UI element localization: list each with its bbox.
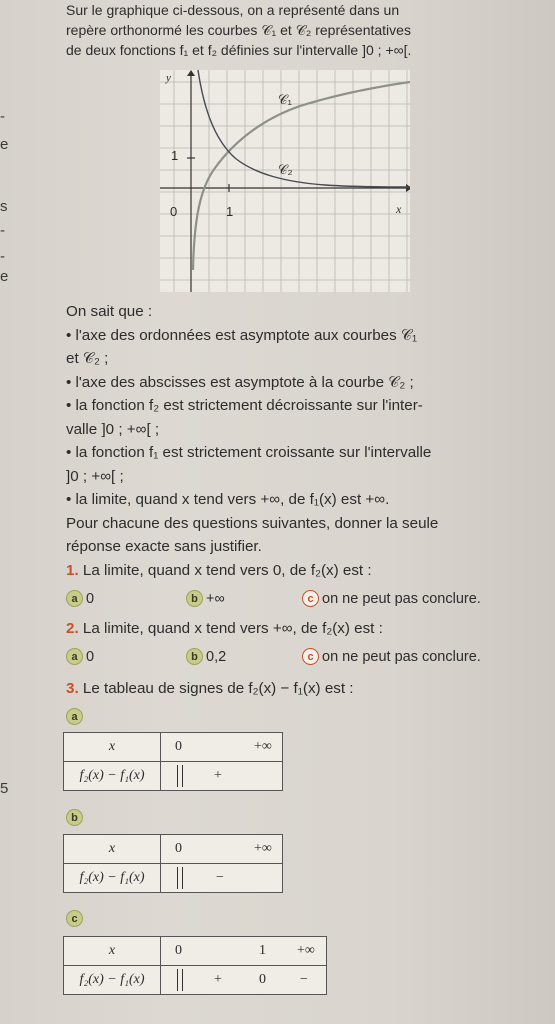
row-label: f₂(x) − f₁(x) <box>64 762 161 790</box>
option-text: 0 <box>86 648 95 665</box>
y-tick-label: 1 <box>171 148 179 163</box>
sign-table-c <box>63 936 327 995</box>
margin-fragment: - <box>0 108 5 125</box>
margin-fragment: 5 <box>0 780 9 797</box>
x-tick-label: 1 <box>226 204 234 219</box>
option-letter-b: b <box>186 648 203 665</box>
option-letter-b: b <box>66 809 83 826</box>
table-row <box>64 733 282 762</box>
double-bar <box>177 969 183 991</box>
fact-line: • la fonction f₂ est strictement décroissante sur l'inter- <box>66 397 423 414</box>
double-bar <box>177 765 183 787</box>
question-text: La limite, quand x tend vers +∞, de f₂(x) est : <box>82 620 383 637</box>
q1-option-c[interactable] <box>302 590 481 607</box>
function-graph <box>160 70 410 292</box>
option-letter-c: c <box>302 590 319 607</box>
table-cell: 0 <box>175 943 182 958</box>
fact-line: • la limite, quand x tend vers +∞, de f₁(x) est +∞. <box>66 491 390 508</box>
margin-fragment: e <box>0 268 9 285</box>
table-row <box>64 835 282 864</box>
intro-line: repère orthonormé les courbes 𝒞₁ et 𝒞₂ représentatives <box>66 22 411 38</box>
question-3 <box>66 680 354 697</box>
margin-fragment: e <box>0 136 9 153</box>
option-letter-a: a <box>66 708 83 725</box>
q1-option-a[interactable] <box>66 590 94 607</box>
margin-fragment: s <box>0 198 8 215</box>
q1-option-b[interactable] <box>186 590 225 607</box>
origin-label: 0 <box>170 204 178 219</box>
q3-option-b[interactable] <box>66 809 83 826</box>
option-letter-c: c <box>66 910 83 927</box>
y-axis-label: y <box>166 72 171 84</box>
option-text: on ne peut pas conclure. <box>322 590 481 607</box>
x-axis-label: x <box>396 202 402 216</box>
option-text: +∞ <box>206 590 225 607</box>
curve-c1-label: 𝒞₁ <box>278 92 292 107</box>
question-text: La limite, quand x tend vers 0, de f₂(x) est : <box>82 562 372 579</box>
table-row <box>64 762 282 790</box>
question-1 <box>66 562 372 579</box>
table-cell: − <box>216 870 224 885</box>
table-cell: +∞ <box>254 841 272 856</box>
fact-line: Pour chacune des questions suivantes, donner la seule <box>66 514 439 532</box>
fact-line: • la fonction f₁ est strictement croissante sur l'intervalle <box>66 444 432 461</box>
row-label: x <box>64 733 161 761</box>
q2-option-b[interactable] <box>186 648 226 665</box>
q2-option-a[interactable] <box>66 648 94 665</box>
fact-line: et 𝒞₂ ; <box>66 350 109 367</box>
fact-line: • l'axe des abscisses est asymptote à la courbe 𝒞₂ ; <box>66 373 414 391</box>
table-cell: 0 <box>175 841 182 856</box>
sign-table-a <box>63 732 283 791</box>
table-row <box>64 966 326 994</box>
fact-line: On sait que : <box>66 303 153 320</box>
intro-line: Sur le graphique ci-dessous, on a représenté dans un <box>66 2 400 18</box>
table-cell: + <box>214 972 222 987</box>
option-text: on ne peut pas conclure. <box>322 648 481 665</box>
table-cell: 0 <box>175 739 182 754</box>
curve-c2-label: 𝒞₂ <box>278 162 293 177</box>
row-label: f₂(x) − f₁(x) <box>64 966 161 994</box>
row-label: f₂(x) − f₁(x) <box>64 864 161 892</box>
option-letter-c: c <box>302 648 319 665</box>
option-letter-b: b <box>186 590 203 607</box>
table-cell: +∞ <box>297 943 315 958</box>
fact-line: réponse exacte sans justifier. <box>66 538 262 555</box>
table-cell: +∞ <box>254 739 272 754</box>
question-number: 2. <box>66 620 79 637</box>
question-number: 3. <box>66 680 79 697</box>
question-2 <box>66 620 383 637</box>
facts-block <box>66 300 546 559</box>
option-text: 0,2 <box>206 648 227 665</box>
fact-line: valle ]0 ; +∞[ ; <box>66 420 160 438</box>
table-row <box>64 864 282 892</box>
q3-option-a[interactable] <box>66 708 83 725</box>
fact-line: ]0 ; +∞[ ; <box>66 467 124 485</box>
table-cell: − <box>300 972 308 987</box>
fact-line: • l'axe des ordonnées est asymptote aux courbes 𝒞₁ <box>66 326 418 344</box>
margin-fragment: - <box>0 248 5 265</box>
intro-line: de deux fonctions f₁ et f₂ définies sur l'intervalle ]0 ; +∞[. <box>66 42 412 58</box>
option-text: 0 <box>86 590 95 607</box>
margin-fragment: - <box>0 222 5 239</box>
row-label: x <box>64 937 161 965</box>
option-letter-a: a <box>66 590 83 607</box>
table-cell: 0 <box>259 972 266 987</box>
double-bar <box>177 867 183 889</box>
option-letter-a: a <box>66 648 83 665</box>
row-label: x <box>64 835 161 863</box>
question-text: Le tableau de signes de f₂(x) − f₁(x) est : <box>82 680 354 697</box>
question-number: 1. <box>66 562 79 579</box>
q3-option-c[interactable] <box>66 910 83 927</box>
table-row <box>64 937 326 966</box>
table-cell: 1 <box>259 943 266 958</box>
table-cell: + <box>214 768 222 783</box>
q2-option-c[interactable] <box>302 648 481 665</box>
intro-paragraph <box>66 0 546 60</box>
sign-table-b <box>63 834 283 893</box>
